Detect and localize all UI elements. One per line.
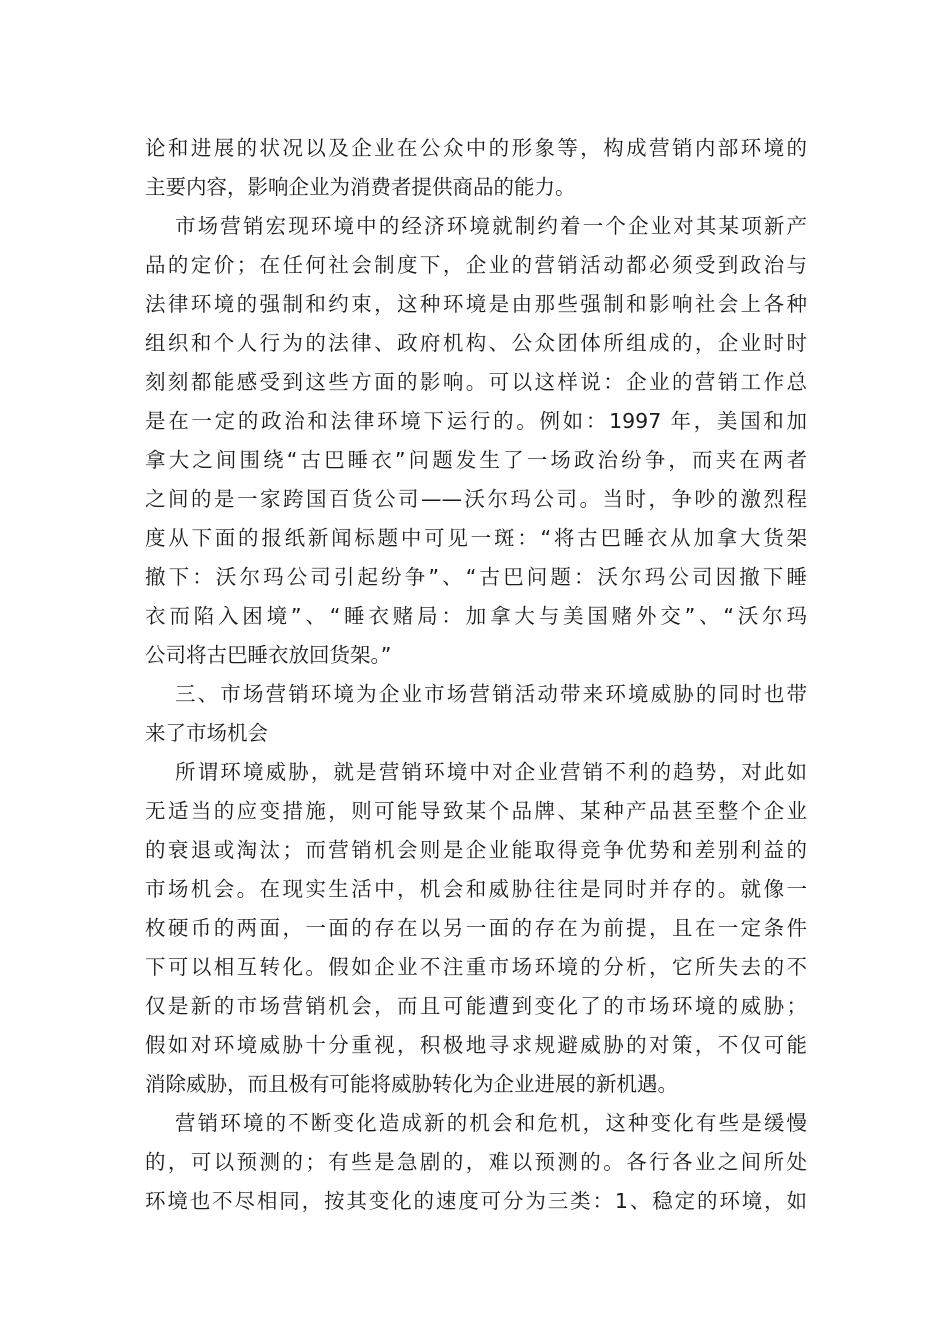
text-line: 之间的是一家跨国百货公司——沃尔玛公司。当时，争吵的激烈程 <box>145 487 807 511</box>
paragraph <box>145 129 807 207</box>
text-line: 公司将古巴睡衣放回货架。” <box>145 643 392 667</box>
paragraph <box>145 1104 807 1221</box>
text-line: 假如对环境威胁十分重视，积极地寻求规避威胁的对策，不仅可能 <box>145 1033 807 1057</box>
text-line: 下可以相互转化。假如企业不注重市场环境的分析，它所失去的不 <box>145 955 807 979</box>
text-line: 消除威胁，而且极有可能将威胁转化为企业进展的新机遇。 <box>145 1072 678 1096</box>
text-line: 法律环境的强制和约束，这种环境是由那些强制和影响社会上各种 <box>145 292 807 316</box>
text-line: 衣而陷入困境”、“睡衣赌局：加拿大与美国赌外交”、“沃尔玛 <box>145 604 807 628</box>
text-line: 环境也不尽相同，按其变化的速度可分为三类：1、稳定的环境，如 <box>145 1189 807 1213</box>
text-line: 无适当的应变措施，则可能导致某个品牌、某种产品甚至整个企业 <box>145 799 807 823</box>
text-line: 市场机会。在现实生活中，机会和威胁往往是同时并存的。就像一 <box>145 877 807 901</box>
text-line: 营销环境的不断变化造成新的机会和危机，这种变化有些是缓慢 <box>175 1111 807 1135</box>
text-line: 的衰退或淘汰；而营销机会则是企业能取得竞争优势和差别利益的 <box>145 838 807 862</box>
text-line: 撤下：沃尔玛公司引起纷争”、“古巴问题：沃尔玛公司因撤下睡 <box>145 565 807 589</box>
text-line: 是在一定的政治和法律环境下运行的。例如：1997 年，美国和加 <box>145 409 807 433</box>
body-text <box>145 129 807 1221</box>
text-line: 品的定价；在任何社会制度下，企业的营销活动都必须受到政治与 <box>145 253 807 277</box>
text-line: 组织和个人行为的法律、政府机构、公众团体所组成的，企业时时 <box>145 331 807 355</box>
paragraph <box>145 675 807 753</box>
paragraph <box>145 207 807 675</box>
text-line: 刻刻都能感受到这些方面的影响。可以这样说：企业的营销工作总 <box>145 370 807 394</box>
text-line: 仅是新的市场营销机会，而且可能遭到变化了的市场环境的威胁； <box>145 994 807 1018</box>
text-line: 枚硬币的两面，一面的存在以另一面的存在为前提，且在一定条件 <box>145 916 807 940</box>
text-line: 所谓环境威胁，就是营销环境中对企业营销不利的趋势，对此如 <box>175 760 807 784</box>
text-line: 三、市场营销环境为企业市场营销活动带来环境威胁的同时也带 <box>175 682 807 706</box>
text-line: 论和进展的状况以及企业在公众中的形象等，构成营销内部环境的 <box>145 136 807 160</box>
text-line: 来了市场机会 <box>145 721 268 745</box>
text-line: 主要内容，影响企业为消费者提供商品的能力。 <box>145 175 576 199</box>
paragraph <box>145 753 807 1104</box>
text-line: 度从下面的报纸新闻标题中可见一斑：“将古巴睡衣从加拿大货架 <box>145 526 807 550</box>
text-line: 拿大之间围绕“古巴睡衣”问题发生了一场政治纷争，而夹在两者 <box>145 448 807 472</box>
text-line: 市场营销宏现环境中的经济环境就制约着一个企业对其某项新产 <box>175 214 807 238</box>
text-line: 的，可以预测的；有些是急剧的，难以预测的。各行各业之间所处 <box>145 1150 807 1174</box>
